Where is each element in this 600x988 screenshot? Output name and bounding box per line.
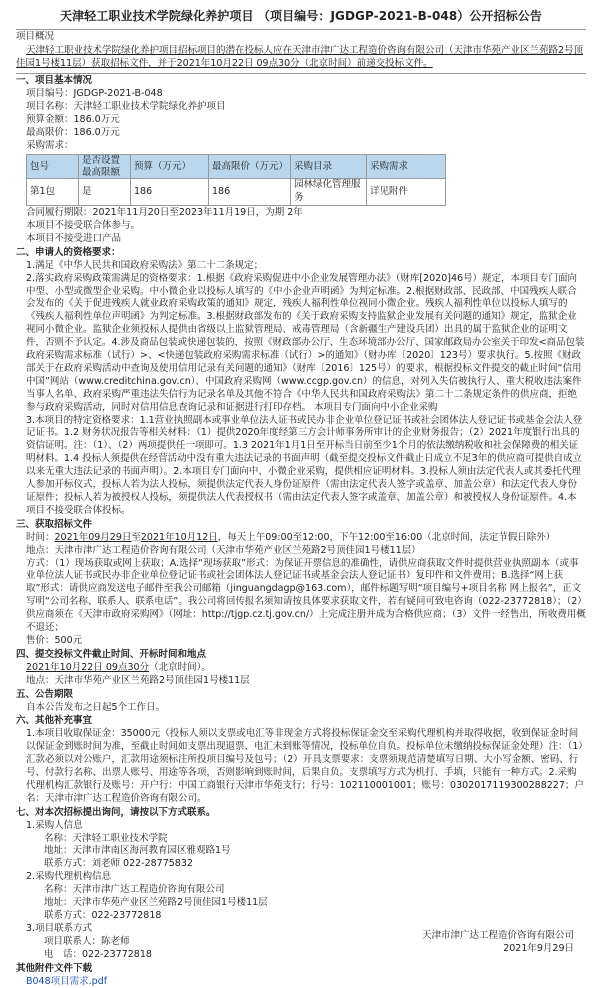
purchase-requirement-label: 采购需求： bbox=[26, 139, 74, 151]
col-budget: 预算（万元） bbox=[131, 155, 209, 179]
agent-name: 名称：天津市津广达工程造价咨询有限公司 bbox=[44, 884, 225, 896]
cell-requirement: 详见附件 bbox=[367, 179, 446, 206]
col-package: 包号 bbox=[27, 155, 79, 179]
project-number: 项目编号：JGDGP-2021-B-048 bbox=[26, 87, 163, 99]
deadline-date: 2021年10月22日 09点30分 bbox=[26, 661, 150, 673]
deadline-note: （北京时间）。 bbox=[149, 661, 211, 673]
buyer-name: 名称：天津轻工职业技术学院 bbox=[44, 832, 168, 844]
obtain-place: 地点：天津市津广达工程造价咨询有限公司（天津市华苑产业区兰苑路2号顶佳园1号楼11层） bbox=[26, 544, 421, 556]
contract-period: 合同履行期限：2021年11月20日至2023年11月19日，为期 2年 bbox=[26, 207, 303, 219]
cell-budget: 186 bbox=[131, 179, 209, 206]
signature-org: 天津市津广达工程造价咨询有限公司 bbox=[421, 930, 574, 941]
supplementary-info: 1.本项目收取保证金：35000元（投标人须以支票或电汇等非现金方式将投标保证金交至采购代理机构并取得收据，收到保证金时间以保证金到账时间为准，至截止时间如支票出现退票、电汇未到账等情况，投标单位自负。投标单位未缴纳投标保证金处理）注：（1）汇款必须以对公账户，汇款用途须标注所投项目编号及包号；（2）开具支票要求：支票须规范清楚填写日期、大小写金额、密码、行号、付款行名称、出票人账号、用途等各项，否则影响到账时间，后果自负。支票填写方式为机打、手填，只能有一种方式。2.采购代理机构汇款银行及账号：开户行：中国工商银行天津市华苑支行；行号：102110001001；账号：0302017119300288227；户名：天津市津广达工程造价咨询有限公司。 bbox=[26, 728, 584, 804]
consortium-note: 本项目不接受联合体参与。 bbox=[26, 219, 141, 231]
qualification-1: 1.满足《中华人民共和国政府采购法》第二十二条规定； bbox=[26, 259, 264, 271]
import-note: 本项目不接受进口产品 bbox=[26, 232, 122, 244]
section-6-heading: 六、其他补充事宜 bbox=[16, 715, 93, 727]
budget-amount: 预算金额：186.0万元 bbox=[26, 113, 120, 125]
overview-heading: 项目概况 bbox=[16, 31, 55, 43]
obtain-start-date: 2021年09月29日 bbox=[54, 531, 132, 543]
table-header-row bbox=[27, 155, 446, 179]
deadline-time bbox=[16, 662, 586, 675]
signature-date: 2021年9月29日 bbox=[503, 942, 574, 954]
opening-place: 地点：天津市华苑产业区兰苑路2号顶佳园1号楼11层 bbox=[26, 674, 250, 686]
col-catalog: 采购目录 bbox=[291, 155, 367, 179]
buyer-address: 地址：天津市津南区海河教育园区雅观路1号 bbox=[44, 845, 231, 857]
signature-block bbox=[422, 930, 574, 956]
page-title: 天津轻工职业技术学院绿化养护项目 （项目编号：JGDGP-2021-B-048）公开招标公告 bbox=[59, 9, 543, 23]
requirement-table bbox=[26, 154, 446, 206]
section-3-heading: 三、获取招标文件 bbox=[16, 518, 93, 530]
notice-period: 自本公告发布之日起5个工作日。 bbox=[26, 701, 166, 713]
max-price: 最高限价：186.0万元 bbox=[26, 126, 120, 138]
attachments-heading: 其他附件文件下载 bbox=[16, 962, 93, 974]
cell-max-price: 186 bbox=[209, 179, 291, 206]
obtain-time bbox=[16, 532, 586, 545]
obtain-hours: ，每天上午09:00至12:00，下午12:00至16:00（北京时间，法定节假日除外） bbox=[217, 531, 556, 543]
attachment-link[interactable]: B048项目需求.pdf bbox=[26, 975, 108, 987]
project-name: 项目名称：天津轻工职业技术学院绿化养护项目 bbox=[26, 100, 226, 112]
buyer-info-heading: 1.采购人信息 bbox=[26, 819, 83, 831]
project-contact-name: 项目联系人：陈老师 bbox=[44, 935, 130, 947]
agent-info-heading: 2.采购代理机构信息 bbox=[26, 871, 112, 883]
cell-package: 第1包 bbox=[27, 179, 79, 206]
section-5-heading: 五、公告期限 bbox=[16, 688, 74, 700]
qualification-3: 3.本项目的特定资格要求：1.1营业执照副本或事业单位法人证书或民办非企业单位登记证书或社会团体法人登记证书或基金会法人登记证书。1.2 财务状况报告等相关材料：（1）提供2020年度经第三方会计师事务所审计的企业财务报告；（2）2021年度银行出具的资信证明。注：（1）、（2）两项提供任一项即可。1.3 2021年1月1日至开标当日前至少1个月的依法缴纳税收和社会保障费的相关证明材料。1.4 投标人须提供在经营活动中没有重大违法记录的书面声明（截至提交投标文件截止日成立不足3年的供应商可提供自成立以来无重大违法记录的书面声明）。2.本项目专门面向中、小微企业采购，提供相应证明材料。3.投标人须由法定代表人或其委托代理人参加开标仪式，投标人若为法人投标，须提供法定代表人身份证原件（需由法定代表人签字或盖章、加盖公章）和法定代表人身份证原件；投标人若为被授权人投标，须提供法人代表授权书（需由法定代表人签字或盖章、加盖公章）和被授权人身份证原件。4.本项目不接受联合体投标。 bbox=[26, 414, 583, 516]
agent-contact: 联系方式：022-23772818 bbox=[44, 910, 162, 921]
cell-catalog: 园林绿化管理服务 bbox=[291, 179, 367, 206]
cell-has-limit: 是 bbox=[79, 179, 131, 206]
obtain-time-label: 时间： bbox=[26, 531, 55, 543]
project-contact-heading: 3.项目联系方式 bbox=[26, 922, 93, 934]
document-price: 售价：500元 bbox=[26, 634, 83, 646]
section-2-heading: 二、申请人的资格要求： bbox=[16, 246, 121, 258]
overview-box bbox=[16, 29, 586, 74]
col-requirement: 采购需求 bbox=[367, 155, 446, 179]
buyer-contact: 联系方式：刘老师 022-28775832 bbox=[44, 858, 193, 870]
agent-address: 地址：天津市华苑产业区兰苑路2号顶佳园1号楼11层 bbox=[44, 897, 268, 909]
section-4-heading: 四、提交投标文件截止时间、开标时间和地点 bbox=[16, 648, 207, 660]
section-1-heading: 一、项目基本情况 bbox=[16, 75, 93, 87]
section-7-heading: 七、对本次招标提出询问，请按以下方式联系。 bbox=[16, 806, 216, 818]
obtain-time-to: 至 bbox=[131, 531, 141, 543]
obtain-method: 方式：（1）现场获取或网上获取；A.选择“现场获取”形式：为保证开票信息的准确性，请供应商获取文件时提供营业执照副本（或事业单位法人证书或民办非企业单位登记证书或社会团体法人登记证书或基金会法人登记证书）复印件和文件费用；B.选择“网上获取”形式：请供应商发送电子邮件至我公司邮箱（jinguangdagp@163.com），邮件标题写明“项目编号+项目名称 网上报名”，正文写明“公司名称、联系人、联系电话”。我公司将回传报名须知请按具体要求获取文件，若有疑问可致电咨询（022-23772818）；（2）供应商须在《天津市政府采购网》（网址：http://tjgp.cz.tj.gov.cn/）上完成注册并成为合格供应商；（3）文件一经售出，所收费用概不退还； bbox=[26, 557, 586, 634]
col-has-limit: 是否设置最高限额 bbox=[79, 155, 131, 179]
obtain-end-date: 2021年10月12日 bbox=[140, 531, 218, 543]
project-contact-phone: 电 话：022-23772818 bbox=[44, 948, 152, 960]
col-max-price: 最高限价（万元） bbox=[209, 155, 291, 179]
qualification-2: 2.落实政府采购政策需满足的资格要求：1.根据《政府采购促进中小企业发展管理办法》（财库[2020]46号）规定，本项目专门面向中型、小型或微型企业采购。中小微企业以投标人填写的《中小企业声明函》为判定标准。2.根据财政部、民政部、中国残疾人联合会发布的《关于促进残疾人就业政府采购政策的通知》规定，残疾人福利性单位视同小微企业。残疾人福利性单位以投标人填写的《残疾人福利性单位声明函》为判定标准。3.根据财政部发布的《关于政府采购支持监狱企业发展有关问题的通知》规定，监狱企业视同小微企业。监狱企业须投标人提供由省级以上监狱管理局、戒毒管理局（含新疆生产建设兵团）出具的属于监狱企业的证明文件，否则不予认定。4.涉及商品包装或快递包装的，按照《财政部办公厅、生态环境部办公厅、国家邮政局办公室关于印发<商品包装政府采购需求标准（试行）>、<快递包装政府采购需求标准（试行）>的通知》（财办库〔2020〕123号）要求执行。5.按照《财政部关于在政府采购活动中查询及使用信用记录有关问题的通知》（财库〔2016〕125号）的要求，根据投标文件提交的截止时间“信用中国”网站（www.creditchina.gov.cn）、中国政府采购网（www.ccgp.gov.cn）的信息，对列入失信被执行人、重大税收违法案件当事人名单、政府采购严重违法失信行为记录名单及其他不符合《中华人民共和国政府采购法》第二十二条规定条件的供应商，拒绝参与政府采购活动，同时对信用信息查询记录和证据进行打印存档。 本项目专门面向中小企业采购 bbox=[26, 272, 585, 413]
table-row bbox=[27, 179, 446, 206]
overview-text: 天津轻工职业技术学院绿化养护项目招标项目的潜在投标人应在天津市津广达工程造价咨询有限公司（天津市华苑产业区兰苑路2号顶佳园1号楼11层）获取招标文件，并于2021年10月22日 09点30分（北京时间）前递交投标文件。 bbox=[16, 45, 584, 70]
